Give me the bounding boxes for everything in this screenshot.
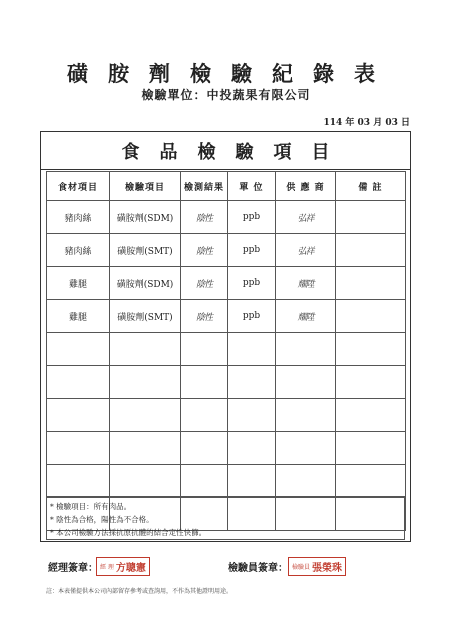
cell-food: 雞腿 [47,300,110,333]
footnote: 註：本表僅提供本公司內部留存參考或查詢用，不作為其他證明用途。 [46,588,233,595]
cell-note [336,201,406,234]
header-result: 檢測結果 [181,172,228,201]
manager-stamp-name: 方聰憲 [115,563,146,574]
empty-cell [276,432,336,465]
cell-item: 磺胺劑(SMT) [110,234,181,267]
empty-cell [47,465,110,498]
empty-cell [110,465,181,498]
empty-cell [336,366,406,399]
empty-cell [47,333,110,366]
empty-cell [336,333,406,366]
cell-unit: ppb [228,300,276,333]
header-supplier: 供 應 商 [276,172,336,201]
empty-cell [276,333,336,366]
cell-supplier: 耀陞 [276,267,336,300]
form-title: 磺胺劑檢驗紀錄表 [67,61,395,86]
cell-note [336,267,406,300]
cell-item: 磺胺劑(SMT) [110,300,181,333]
cell-unit: ppb [228,267,276,300]
table-row-empty [47,366,406,399]
empty-cell [110,366,181,399]
cell-result: 陰性 [181,201,228,234]
table-header-row [47,172,406,201]
cell-result: 陰性 [181,267,228,300]
cell-food: 豬肉絲 [47,234,110,267]
header-item: 檢驗項目 [110,172,181,201]
manager-stamp-title: 經 理 [100,564,114,571]
cell-unit: ppb [228,234,276,267]
cell-item: 磺胺劑(SDM) [110,201,181,234]
cell-food: 豬肉絲 [47,201,110,234]
table-row-empty [47,333,406,366]
empty-cell [276,399,336,432]
manager-signature-label: 經理簽章： [48,563,98,574]
empty-cell [181,399,228,432]
frame-title: 食品檢驗項目 [41,132,410,170]
table-row-empty [47,465,406,498]
cell-supplier: 弘祥 [276,234,336,267]
empty-cell [228,366,276,399]
table-row-empty [47,399,406,432]
inspector-stamp [288,557,346,576]
cell-food: 雞腿 [47,267,110,300]
inspection-unit: 檢驗單位：中投蔬果有限公司 [141,88,311,102]
empty-cell [110,399,181,432]
empty-cell [47,399,110,432]
inspector-stamp-title: 檢驗員 [292,564,311,571]
empty-cell [228,333,276,366]
cell-result: 陰性 [181,234,228,267]
empty-cell [181,333,228,366]
empty-cell [181,465,228,498]
note-item: * 陰性為合格，陽性為不合格。 [50,515,154,524]
table-row [47,267,406,300]
cell-note [336,234,406,267]
empty-cell [110,432,181,465]
empty-cell [276,465,336,498]
empty-cell [228,432,276,465]
table-row [47,300,406,333]
empty-cell [47,432,110,465]
inspector-stamp-name: 張榮珠 [312,563,343,574]
empty-cell [228,399,276,432]
note-item: * 檢驗項目：所有肉品。 [50,502,132,511]
note-item: * 本公司檢驗方法採抗原抗體的結合定性快篩。 [50,528,207,537]
inspector-signature-label: 檢驗員簽章： [228,563,288,574]
header-note: 備 註 [336,172,406,201]
cell-supplier: 弘祥 [276,201,336,234]
empty-cell [336,432,406,465]
manager-stamp [96,557,150,576]
empty-cell [276,366,336,399]
table-row [47,201,406,234]
notes-box [46,496,405,540]
empty-cell [181,366,228,399]
empty-cell [228,465,276,498]
table-row [47,234,406,267]
empty-cell [47,366,110,399]
table-row-empty [47,432,406,465]
header-unit: 單 位 [228,172,276,201]
empty-cell [336,399,406,432]
inspection-table [46,171,406,531]
cell-result: 陰性 [181,300,228,333]
empty-cell [181,432,228,465]
cell-item: 磺胺劑(SDM) [110,267,181,300]
header-food: 食材項目 [47,172,110,201]
cell-unit: ppb [228,201,276,234]
empty-cell [110,333,181,366]
empty-cell [336,465,406,498]
cell-supplier: 耀陞 [276,300,336,333]
cell-note [336,300,406,333]
record-date: 114 年 03 月 03 日 [323,118,410,128]
